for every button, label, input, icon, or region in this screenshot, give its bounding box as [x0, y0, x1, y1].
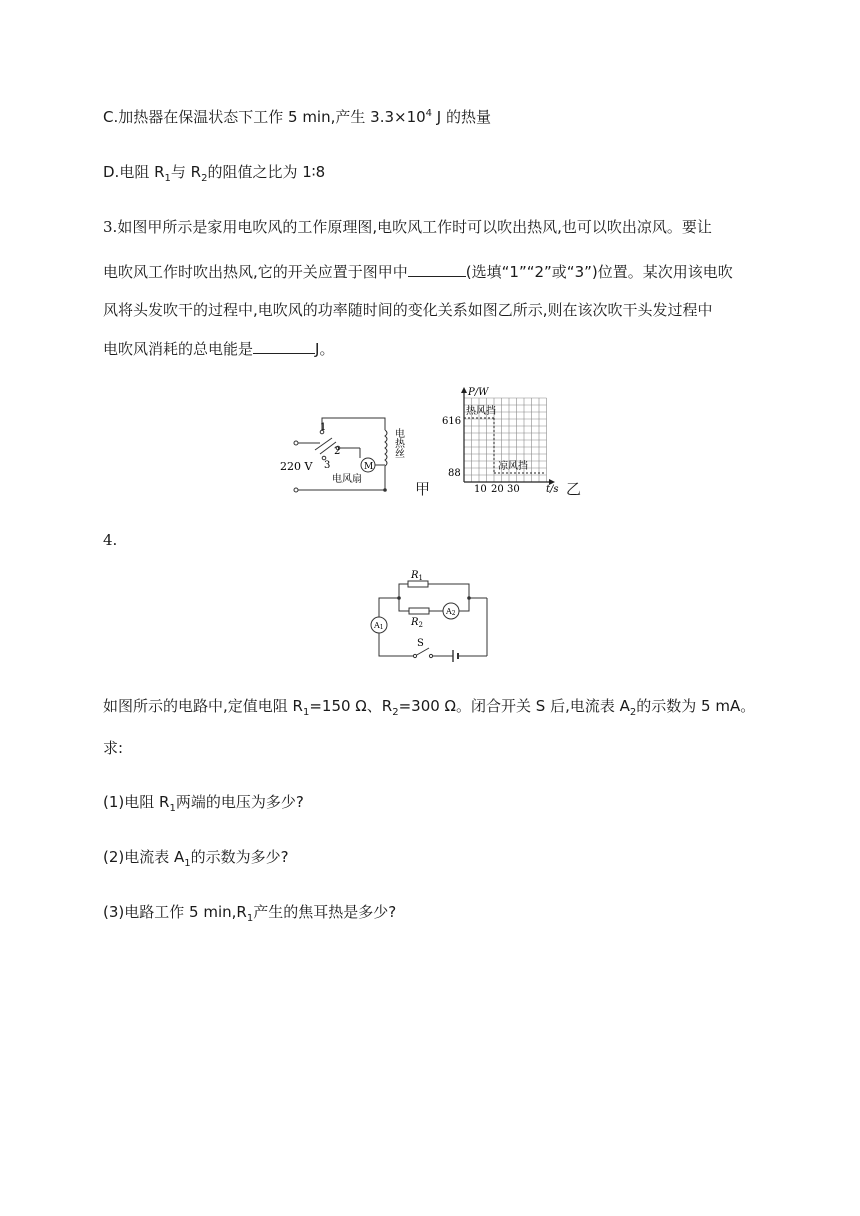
option-d-text: D.电阻 R — [103, 163, 165, 181]
r2-label: $R_2$ — [411, 617, 423, 629]
answer-blank-1[interactable] — [408, 262, 466, 277]
q4-stem-text-3: =300 Ω。闭合开关 S 后,电流表 A — [398, 697, 630, 715]
q3-line3 — [103, 300, 713, 320]
switch-pos-3: 3 — [324, 460, 331, 471]
x-tick-10: 10 — [474, 484, 487, 495]
subscript: 1 — [302, 707, 310, 718]
fan-label: 电风扇 — [332, 474, 362, 485]
motor-label: M — [364, 462, 374, 472]
answer-blank-2[interactable] — [253, 339, 315, 354]
q4-sub2 — [103, 847, 289, 867]
q4-sub2-text-end: 的示数为多少? — [190, 848, 289, 866]
q4-stem-line2: 求: — [103, 739, 124, 757]
subscript: 2 — [629, 707, 637, 718]
x-axis-label: t/s — [546, 484, 559, 495]
option-d-ratio: 的阻值之比为 1∶8 — [207, 163, 326, 181]
voltage-label: 220 V — [280, 460, 313, 473]
cool-mode-label: 凉风挡 — [498, 461, 528, 472]
q4-sub1-text-end: 两端的电压为多少? — [175, 793, 304, 811]
subscript: 2 — [201, 173, 208, 184]
q3-line2-text-end: (选填“1”“2”或“3”)位置。某次用该电吹 — [465, 263, 733, 281]
q3-line1-text: 如图甲所示是家用电吹风的工作原理图,电吹风工作时可以吹出热风,也可以吹出凉风。要让 — [117, 218, 712, 236]
subscript: 1 — [164, 173, 171, 184]
y-axis-label: P/W — [468, 387, 489, 398]
q3-number: 3. — [103, 218, 118, 236]
q4-stem-text-4: 的示数为 5 mA。 — [636, 697, 756, 715]
q4-sub3 — [103, 902, 396, 922]
r1-label: $R_1$ — [411, 570, 423, 582]
q3-line2 — [103, 262, 733, 282]
subscript: 2 — [392, 707, 399, 718]
q4-stem-text-2: =150 Ω、R — [309, 697, 393, 715]
heater-coil — [385, 430, 387, 466]
heater-label: 电热丝 — [392, 428, 404, 458]
option-c — [103, 107, 491, 127]
q4-sub1 — [103, 792, 304, 812]
r2-resistor — [409, 608, 429, 614]
subscript: 1 — [169, 803, 176, 814]
switch-pos-2: 2 — [334, 446, 341, 457]
q3-line4-text: 电吹风消耗的总电能是 — [103, 340, 254, 358]
q4-stem-line1 — [103, 696, 755, 716]
hot-mode-label: 热风挡 — [466, 406, 496, 417]
q4-sub3-text: (3)电路工作 5 min,R — [103, 903, 247, 921]
q4-stem-text: 如图所示的电路中,定值电阻 R — [103, 697, 303, 715]
figure-jia-circuit — [280, 410, 430, 500]
option-c-unit: J 的热量 — [432, 108, 491, 126]
q3-line2-text: 电吹风工作时吹出热风,它的开关应置于图甲中 — [103, 263, 408, 281]
q3-line3-text: 风将头发吹干的过程中,电吹风的功率随时间的变化关系如图乙所示,则在该次吹干头发过程中 — [103, 301, 713, 319]
figure-yi-graph — [440, 384, 570, 496]
y-tick-88: 88 — [448, 468, 461, 479]
switch-pos-1: 1 — [320, 422, 327, 433]
q3-line1 — [103, 217, 712, 237]
subscript: 1 — [246, 913, 254, 924]
switch-label: S — [417, 638, 424, 649]
figure-yi-caption: 乙 — [566, 480, 582, 498]
q4-number: 4. — [103, 531, 118, 549]
q4-sub2-text: (2)电流表 A — [103, 848, 185, 866]
subscript: 1 — [184, 858, 191, 869]
option-d-mid: 与 R — [170, 163, 202, 181]
option-c-exponent: 4 — [425, 108, 433, 119]
q3-line4 — [103, 339, 334, 359]
q4-sub3-text-end: 产生的焦耳热是多少? — [253, 903, 397, 921]
x-tick-20: 20 — [491, 484, 504, 495]
q3-line4-unit: J。 — [315, 340, 335, 358]
q4-sub1-text: (1)电阻 R — [103, 793, 170, 811]
a2-label: A2 — [446, 607, 456, 617]
a1-label: A1 — [374, 621, 384, 631]
figure-jia-caption: 甲 — [415, 480, 431, 498]
option-c-text: C.加热器在保温状态下工作 5 min,产生 3.3×10 — [103, 108, 426, 126]
x-tick-30: 30 — [507, 484, 520, 495]
option-d — [103, 162, 325, 182]
y-tick-616: 616 — [442, 416, 462, 427]
figure-q4-circuit — [365, 568, 495, 663]
